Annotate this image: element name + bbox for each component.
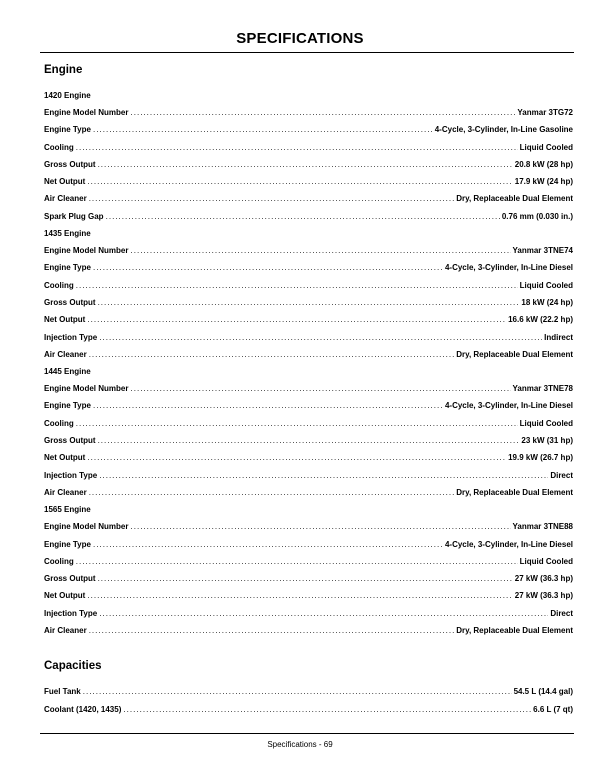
spec-label: Cooling (44, 556, 74, 566)
engine-section (44, 61, 573, 639)
spec-label: Cooling (44, 418, 74, 428)
dot-leader (89, 346, 455, 363)
spec-row (44, 587, 573, 604)
dot-leader (89, 190, 455, 207)
dot-leader (76, 139, 518, 156)
spec-row (44, 173, 573, 190)
spec-label: Injection Type (44, 470, 98, 480)
dot-leader (106, 208, 500, 225)
spec-label: Air Cleaner (44, 626, 87, 636)
page-title: SPECIFICATIONS (236, 30, 364, 47)
spec-row (44, 242, 573, 259)
spec-label: Air Cleaner (44, 487, 87, 497)
dot-leader (89, 484, 455, 501)
spec-row (44, 208, 573, 225)
spec-label: Engine Model Number (44, 246, 129, 256)
spec-label: Engine Type (44, 539, 91, 549)
section-title-engine: Engine (44, 64, 83, 76)
spec-value: 4-Cycle, 3-Cylinder, In-Line Gasoline (434, 125, 573, 135)
spec-value: Dry, Replaceable Dual Element (456, 626, 573, 636)
spec-row (44, 294, 573, 311)
spec-value: 4-Cycle, 3-Cylinder, In-Line Diesel (444, 263, 573, 273)
dot-leader (93, 397, 443, 414)
spec-label: Cooling (44, 142, 74, 152)
dot-leader (130, 104, 515, 121)
spec-row (44, 156, 573, 173)
spec-row (44, 536, 573, 553)
dot-leader (99, 329, 542, 346)
spec-value: 23 kW (31 hp) (521, 436, 573, 446)
dot-leader (93, 536, 443, 553)
spec-value: Direct (550, 608, 573, 618)
dot-leader (130, 380, 510, 397)
spec-row (44, 104, 573, 121)
spec-value: Dry, Replaceable Dual Element (456, 487, 573, 497)
engine-groups (44, 87, 573, 639)
dot-leader (123, 701, 531, 718)
spec-label: Gross Output (44, 159, 96, 169)
spec-label: Engine Type (44, 125, 91, 135)
spec-label: Net Output (44, 177, 86, 187)
page-footer: Specifications - 69 (267, 740, 333, 749)
capacity-rows (44, 683, 573, 718)
spec-label: Engine Model Number (44, 384, 129, 394)
spec-row (44, 432, 573, 449)
spec-row (44, 329, 573, 346)
spec-row (44, 346, 573, 363)
dot-leader (87, 311, 506, 328)
spec-value: 27 kW (36.3 hp) (514, 591, 573, 601)
spec-row (44, 605, 573, 622)
spec-row (44, 311, 573, 328)
dot-leader (76, 277, 518, 294)
spec-label: Air Cleaner (44, 349, 87, 359)
engine-group (44, 225, 573, 363)
spec-value: 4-Cycle, 3-Cylinder, In-Line Diesel (444, 401, 573, 411)
dot-leader (98, 570, 513, 587)
spec-label: Gross Output (44, 297, 96, 307)
spec-label: Injection Type (44, 608, 98, 618)
spec-row (44, 415, 573, 432)
page-content (44, 61, 573, 718)
spec-row (44, 683, 573, 700)
spec-value: 16.6 kW (22.2 hp) (508, 315, 573, 325)
spec-row (44, 518, 573, 535)
spec-value: Yanmar 3TNE78 (512, 384, 573, 394)
dot-leader (87, 173, 512, 190)
spec-row (44, 570, 573, 587)
engine-group (44, 87, 573, 225)
spec-label: Engine Type (44, 401, 91, 411)
dot-leader (87, 449, 506, 466)
spec-label: Net Output (44, 591, 86, 601)
spec-value: 20.8 kW (28 hp) (514, 159, 573, 169)
spec-label: Gross Output (44, 436, 96, 446)
dot-leader (130, 242, 510, 259)
dot-leader (83, 683, 512, 700)
dot-leader (99, 467, 548, 484)
engine-model-heading: 1435 Engine (44, 229, 91, 239)
dot-leader (93, 259, 443, 276)
footer-divider (40, 733, 574, 734)
spec-row (44, 484, 573, 501)
spec-label: Net Output (44, 315, 86, 325)
spec-row (44, 622, 573, 639)
spec-label: Injection Type (44, 332, 98, 342)
dot-leader (98, 156, 513, 173)
spec-label: Engine Type (44, 263, 91, 273)
spec-label: Gross Output (44, 574, 96, 584)
dot-leader (98, 432, 520, 449)
spec-value: 0.76 mm (0.030 in.) (501, 211, 573, 221)
spec-value: Dry, Replaceable Dual Element (456, 194, 573, 204)
spec-row (44, 467, 573, 484)
spec-label: Spark Plug Gap (44, 211, 104, 221)
dot-leader (87, 587, 512, 604)
spec-value: 27 kW (36.3 hp) (514, 574, 573, 584)
spec-label: Engine Model Number (44, 108, 129, 117)
spec-value: 18 kW (24 hp) (521, 297, 573, 307)
spec-row (44, 259, 573, 276)
spec-value: Dry, Replaceable Dual Element (456, 349, 573, 359)
spec-label: Coolant (1420, 1435) (44, 704, 122, 714)
spec-value: Yanmar 3TNE88 (512, 522, 573, 532)
capacities-section (44, 657, 573, 718)
spec-value: Yanmar 3TG72 (517, 108, 573, 117)
dot-leader (76, 553, 518, 570)
spec-row (44, 449, 573, 466)
spec-row (44, 553, 573, 570)
spec-value: Liquid Cooled (519, 418, 573, 428)
spec-value: Yanmar 3TNE74 (512, 246, 573, 256)
engine-model-heading: 1445 Engine (44, 367, 91, 377)
engine-group (44, 501, 573, 639)
spec-value: Liquid Cooled (519, 556, 573, 566)
spec-value: Direct (550, 470, 573, 480)
spec-value: Indirect (544, 332, 573, 342)
spec-value: Liquid Cooled (519, 142, 573, 152)
dot-leader (89, 622, 455, 639)
spec-label: Air Cleaner (44, 194, 87, 204)
spec-label: Net Output (44, 453, 86, 463)
section-title-capacities: Capacities (44, 660, 102, 673)
spec-value: 17.9 kW (24 hp) (514, 177, 573, 187)
spec-row (44, 190, 573, 207)
spec-row (44, 277, 573, 294)
spec-row (44, 380, 573, 397)
engine-model-heading: 1565 Engine (44, 505, 91, 515)
spec-label: Fuel Tank (44, 687, 81, 697)
dot-leader (99, 605, 548, 622)
header-divider (40, 52, 574, 53)
engine-group (44, 363, 573, 501)
spec-row (44, 139, 573, 156)
spec-label: Engine Model Number (44, 522, 129, 532)
spec-label: Cooling (44, 280, 74, 290)
dot-leader (76, 415, 518, 432)
dot-leader (130, 518, 510, 535)
engine-model-heading: 1420 Engine (44, 91, 91, 100)
spec-value: 4-Cycle, 3-Cylinder, In-Line Diesel (444, 539, 573, 549)
spec-row (44, 121, 573, 138)
spec-value: 19.9 kW (26.7 hp) (508, 453, 573, 463)
spec-value: 54.5 L (14.4 gal) (513, 687, 573, 697)
spec-row (44, 701, 573, 718)
spec-row (44, 397, 573, 414)
dot-leader (93, 121, 433, 138)
spec-value: Liquid Cooled (519, 280, 573, 290)
spec-value: 6.6 L (7 qt) (533, 704, 573, 714)
dot-leader (98, 294, 520, 311)
